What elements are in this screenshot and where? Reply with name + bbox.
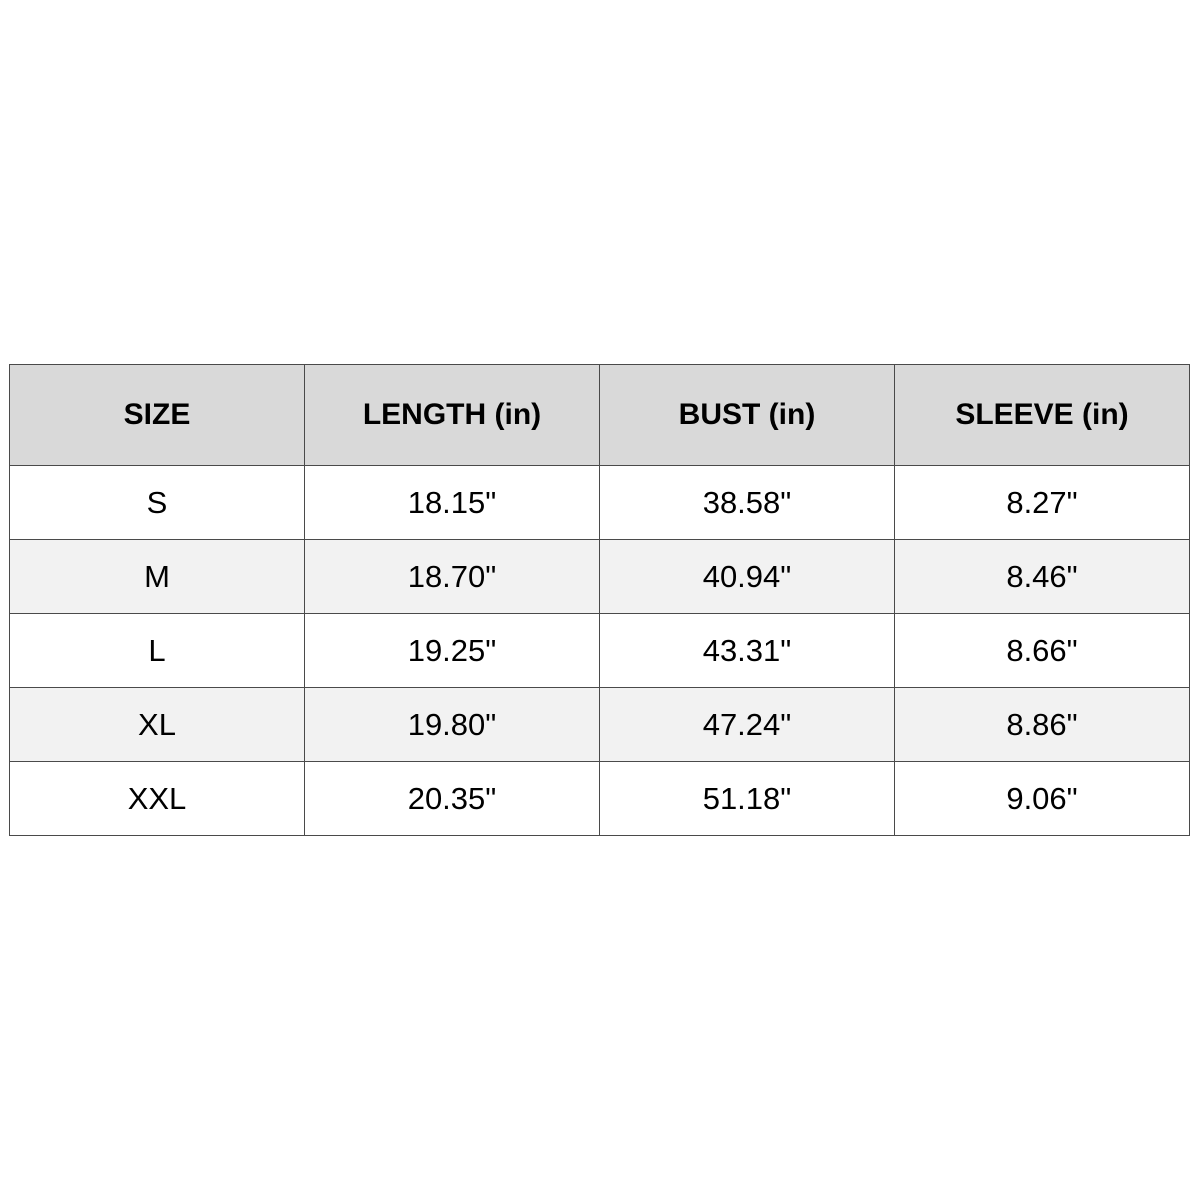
table-header bbox=[10, 365, 1190, 466]
length-cell: 19.25" bbox=[305, 614, 600, 688]
length-cell: 18.70" bbox=[305, 540, 600, 614]
table-body bbox=[10, 466, 1190, 836]
length-cell: 20.35" bbox=[305, 762, 600, 836]
column-header-sleeve: SLEEVE (in) bbox=[895, 365, 1190, 466]
column-header-length: LENGTH (in) bbox=[305, 365, 600, 466]
size-cell: S bbox=[10, 466, 305, 540]
bust-cell: 51.18" bbox=[600, 762, 895, 836]
size-cell: L bbox=[10, 614, 305, 688]
size-cell: XL bbox=[10, 688, 305, 762]
length-cell: 18.15" bbox=[305, 466, 600, 540]
table-row bbox=[10, 762, 1190, 836]
sleeve-cell: 8.27" bbox=[895, 466, 1190, 540]
length-cell: 19.80" bbox=[305, 688, 600, 762]
bust-cell: 47.24" bbox=[600, 688, 895, 762]
size-chart-table bbox=[9, 364, 1190, 836]
bust-cell: 40.94" bbox=[600, 540, 895, 614]
bust-cell: 38.58" bbox=[600, 466, 895, 540]
table-row bbox=[10, 540, 1190, 614]
bust-cell: 43.31" bbox=[600, 614, 895, 688]
sleeve-cell: 8.66" bbox=[895, 614, 1190, 688]
sleeve-cell: 9.06" bbox=[895, 762, 1190, 836]
column-header-size: SIZE bbox=[10, 365, 305, 466]
table-row bbox=[10, 688, 1190, 762]
size-cell: XXL bbox=[10, 762, 305, 836]
sleeve-cell: 8.46" bbox=[895, 540, 1190, 614]
table-row bbox=[10, 614, 1190, 688]
header-row bbox=[10, 365, 1190, 466]
column-header-bust: BUST (in) bbox=[600, 365, 895, 466]
size-cell: M bbox=[10, 540, 305, 614]
sleeve-cell: 8.86" bbox=[895, 688, 1190, 762]
table-row bbox=[10, 466, 1190, 540]
